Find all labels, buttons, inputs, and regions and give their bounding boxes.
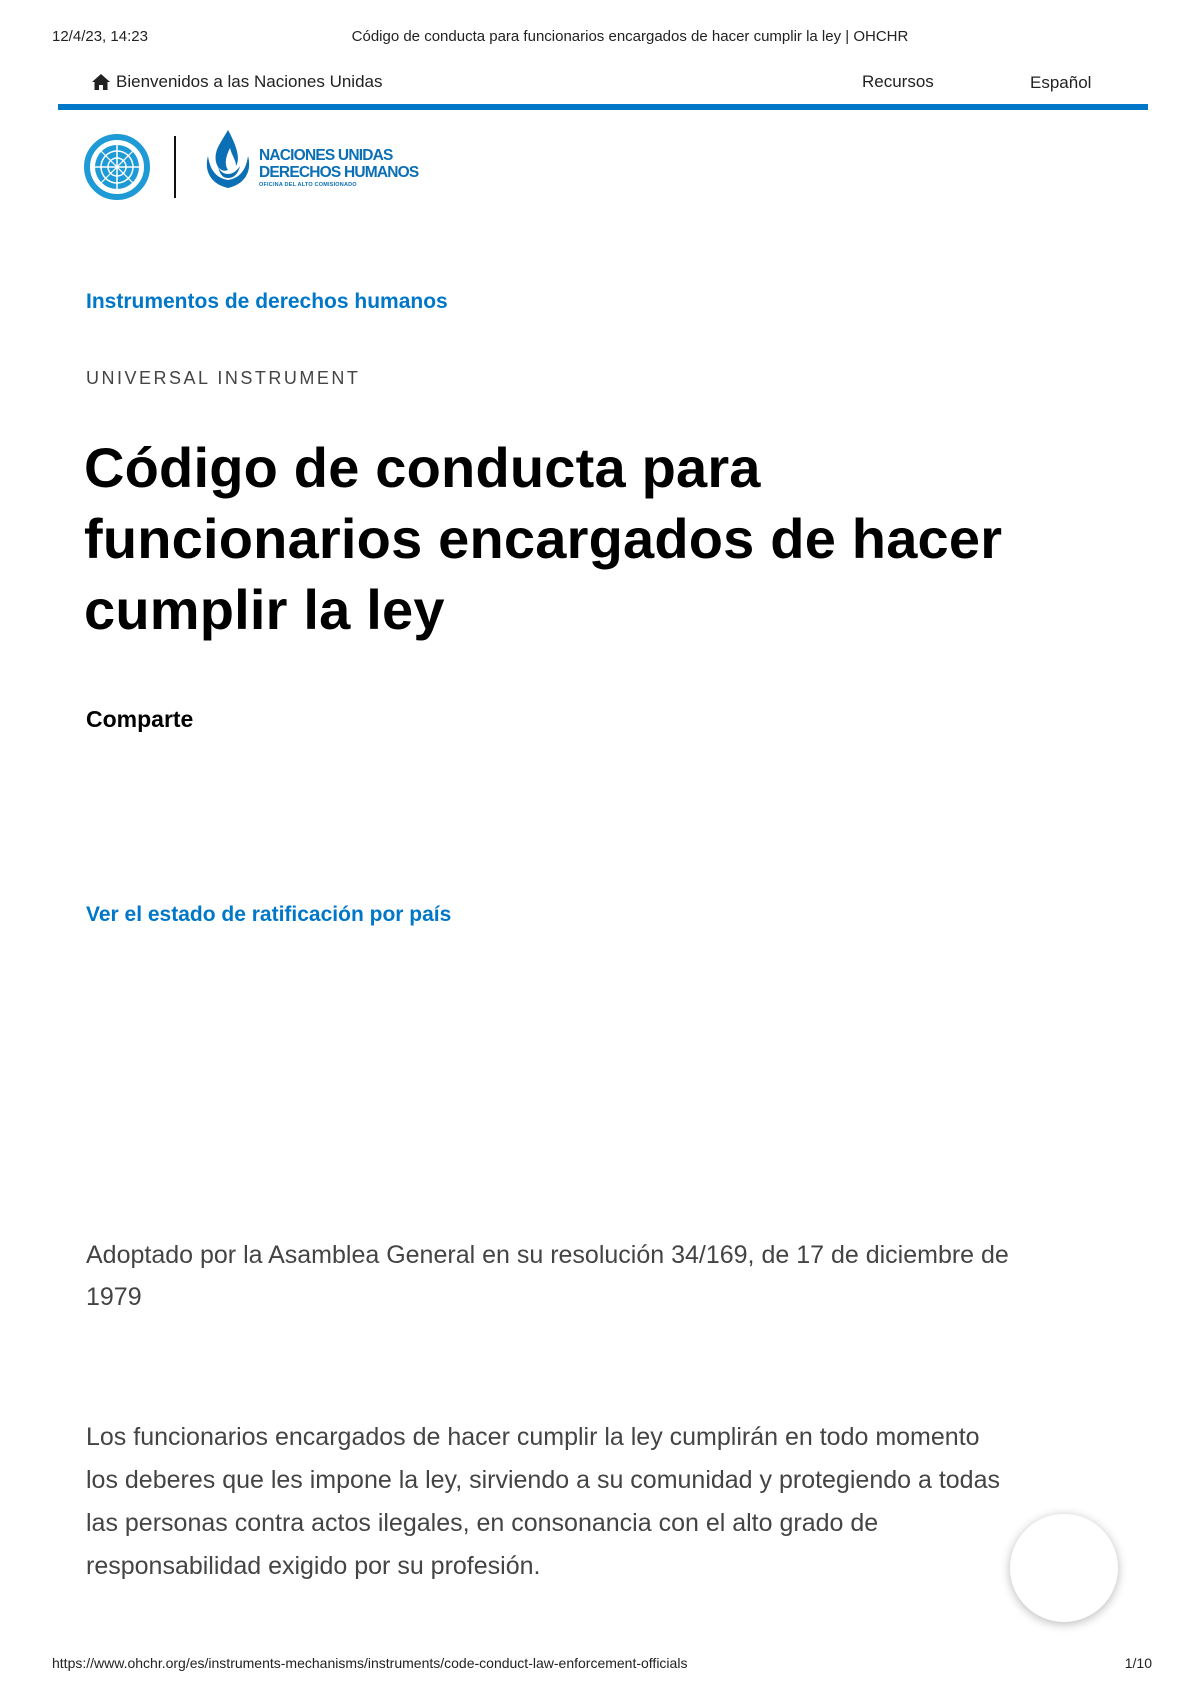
welcome-link[interactable]	[92, 72, 383, 92]
language-selector[interactable]: Español	[1030, 73, 1092, 92]
print-date: 12/4/23, 14:23	[52, 28, 148, 45]
ohchr-wordmark-line3: OFICINA DEL ALTO COMISIONADO	[259, 182, 357, 188]
ratification-status-link[interactable]: Ver el estado de ratificación por país	[86, 903, 452, 926]
home-icon	[92, 74, 110, 90]
welcome-label: Bienvenidos a las Naciones Unidas	[116, 72, 383, 91]
floating-action-button[interactable]	[1010, 1514, 1118, 1622]
instrument-type-label: UNIVERSAL INSTRUMENT	[86, 368, 361, 388]
breadcrumb-link[interactable]: Instrumentos de derechos humanos	[86, 290, 448, 313]
un-emblem-logo[interactable]	[84, 134, 150, 205]
ohchr-wordmark-line2: DERECHOS HUMANOS	[259, 164, 419, 181]
print-page-number: 1/10	[1124, 1655, 1152, 1671]
adoption-note: Adoptado por la Asamblea General en su resolución 34/169, de 17 de diciembre de 1979	[86, 1241, 1009, 1311]
ohchr-wordmark-line1: NACIONES UNIDAS	[259, 147, 393, 164]
resources-menu[interactable]: Recursos	[862, 72, 934, 91]
print-url: https://www.ohchr.org/es/instruments-mechanisms/instruments/code-conduct-law-enforcement-officials	[52, 1655, 688, 1671]
print-title: Código de conducta para funcionarios encargados de hacer cumplir la ley | OHCHR	[351, 28, 909, 45]
ohchr-flame-logo[interactable]	[200, 126, 256, 201]
header-rule	[58, 104, 1148, 110]
intro-paragraph: Los funcionarios encargados de hacer cumplir la ley cumplirán en todo momento los deberes que les impone la ley, sirviendo a su comunidad y protegiendo a todas las personas contra actos ilegales, en consonancia con el alto grado de responsabilidad exigido por su profesión.	[86, 1423, 1000, 1580]
page-title: Código de conducta para funcionarios encargados de hacer cumplir la ley	[84, 436, 1003, 641]
ohchr-wordmark	[259, 147, 418, 189]
logo-divider	[174, 136, 176, 198]
share-label: Comparte	[86, 706, 194, 732]
